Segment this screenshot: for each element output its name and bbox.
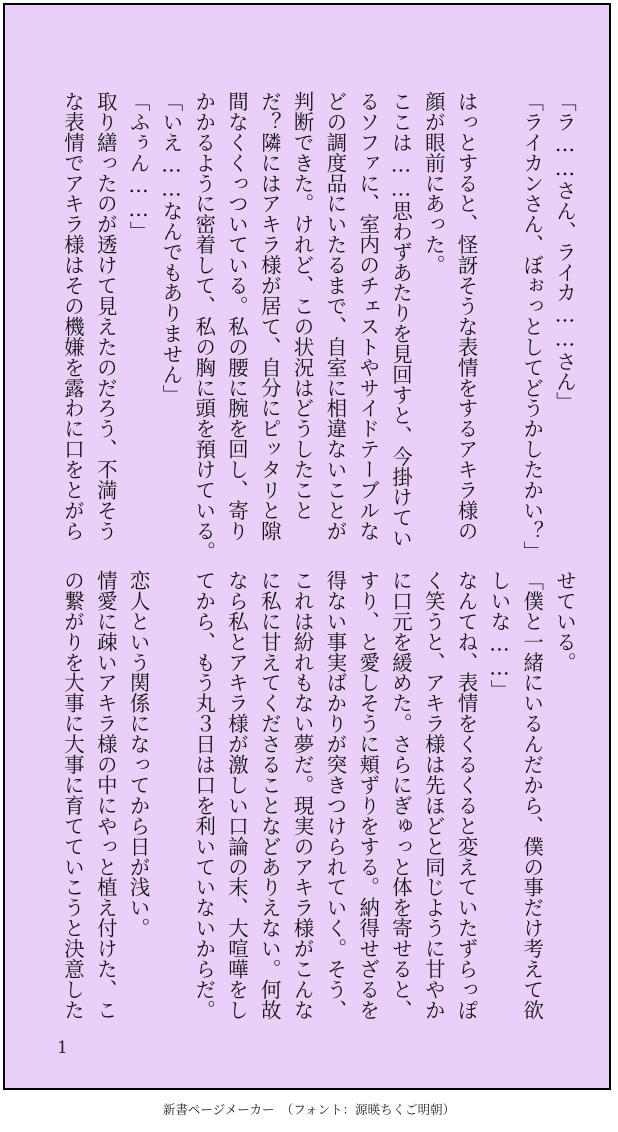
text-column: く笑うと、アキラ様は先ほどと同じように甘やか — [421, 570, 446, 1020]
text-column: せている。 — [553, 570, 577, 673]
text-column: すり、と愛しそうに頬ずりをする。納得せざるを — [356, 570, 381, 1020]
text-column: てから、もう丸３日は口を利いていないからだ。 — [192, 570, 217, 1020]
text-column: 「いえ……なんでもありません」 — [159, 91, 184, 405]
text-column: 取り繕ったのが透けて見えたのだろう、不満そう — [93, 91, 118, 541]
text-column: 「ふぅん……」 — [126, 91, 151, 242]
text-column: これは紛れもない夢だ。現実のアキラ様がこんな — [290, 570, 315, 1020]
text-column: 「ラ……さん、ライカ……さん」 — [553, 91, 577, 413]
text-column: 恋人という関係になってから日が浅い。 — [126, 570, 151, 939]
footer-caption: 新書ページメーカー （フォント：源暎ちくご明朝） — [162, 1102, 456, 1117]
text-column: なら私とアキラ様が激しい口論の末、大喧嘩をし — [225, 570, 249, 1020]
text-column: るソファに、室内のチェストやサイドテーブルな — [356, 91, 381, 541]
text-column: 情愛に疎いアキラ様の中にやっと植え付けた、こ — [93, 570, 118, 1020]
text-column: な表情でアキラ様はその機嫌を露わに口をとがら — [61, 91, 85, 541]
text-column: はっとすると、怪訝そうな表情をするアキラ様の — [454, 91, 479, 541]
book-page — [3, 3, 611, 1090]
text-column: 顔が眼前にあった。 — [421, 91, 446, 276]
text-column: 間なくくっついている。私の腰に腕を回し、寄り — [225, 91, 249, 541]
text-column: 「僕と一緒にいるんだから、僕の事だけ考えて欲 — [520, 570, 545, 1020]
text-column: どの調度品にいたるまで、自室に相違ないことが — [323, 91, 348, 541]
text-column: 判断できた。けれど、この状況はどうしたこと — [290, 91, 315, 521]
text-column: なんてね、表情をくるくると変えていたずらっぽ — [454, 570, 479, 1020]
text-column: 「ライカンさん、ぼぉっとしてどうかしたかい？」 — [520, 91, 545, 562]
text-column: 得ない事実ばかりが突きつけられていく。そう、 — [323, 570, 348, 1020]
text-column: に私に甘えてくださることなどありえない。何故 — [257, 570, 282, 1020]
text-column: しいな……」 — [487, 570, 512, 700]
text-column: かかるように密着して、私の胸に頭を預けている。 — [192, 91, 217, 562]
text-column: の繋がりを大事に大事に育てていこうと決意した — [61, 570, 85, 1020]
text-column: ここは……思わずあたりを見回すと、今掛けてい — [389, 91, 413, 549]
text-column: だ？隣にはアキラ様が居て、自分にピッタリと隙 — [257, 91, 282, 541]
page-number: 1 — [57, 1038, 68, 1058]
text-column: に口元を緩めた。さらにぎゅっと体を寄せると、 — [389, 570, 413, 1020]
